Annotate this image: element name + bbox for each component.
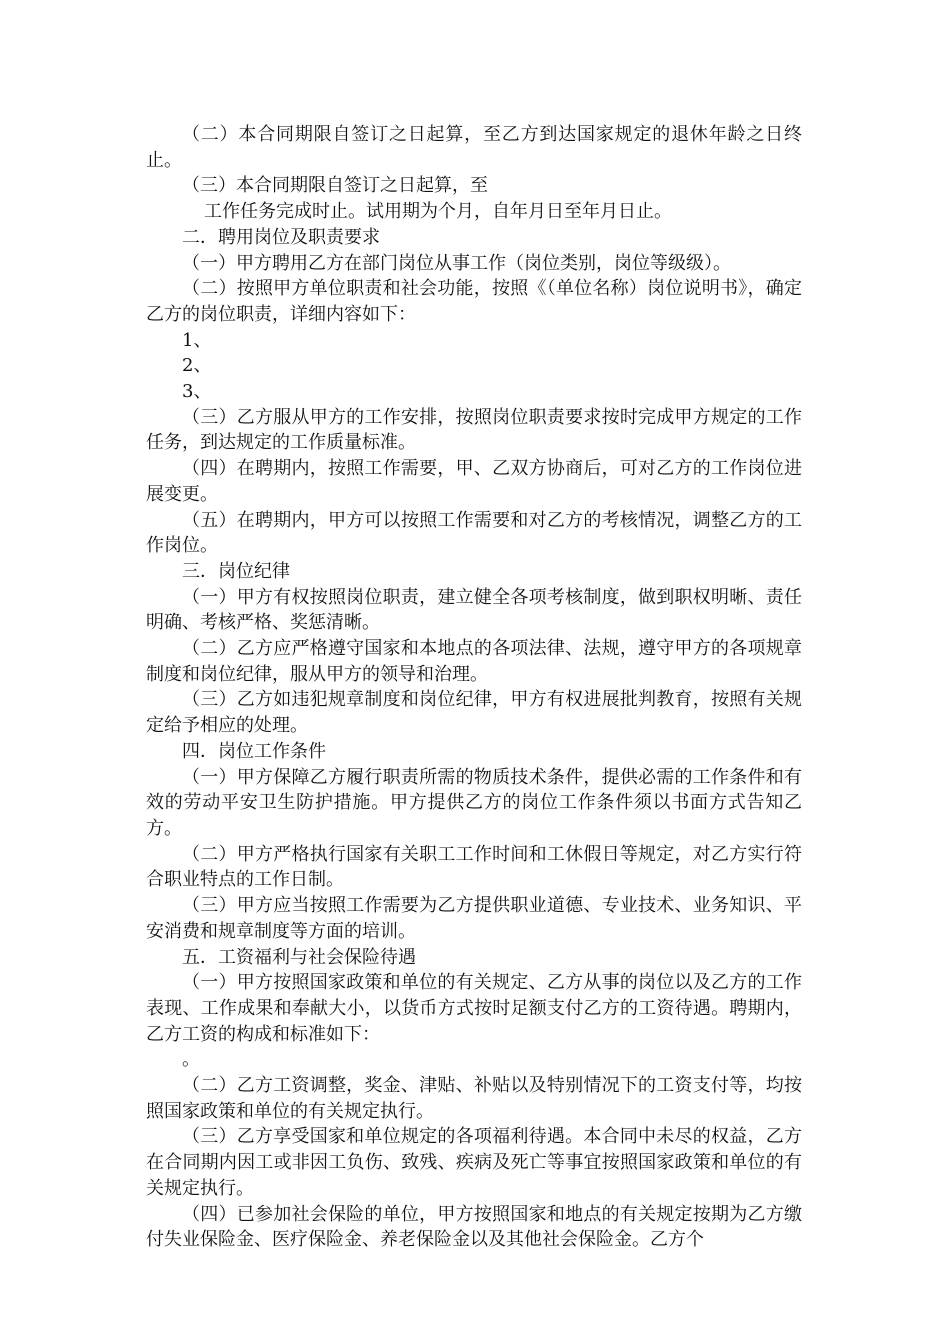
section-heading-5: 五．工资福利与社会保险待遇 [182, 946, 416, 968]
paragraph-3-2: （二）乙方应严格遵守国家和本地点的各项法律、法规，遵守甲方的各项规章制度和岗位纪律，服从甲方的领导和治理。 [146, 638, 802, 685]
section-heading-4: 四．岗位工作条件 [182, 740, 326, 762]
paragraph-4-2: （二）甲方严格执行国家有关职工工作时间和工休假日等规定，对乙方实行符合职业特点的工作日制。 [146, 843, 802, 891]
paragraph-term-3: （三）本合同期限自签订之日起算，至 [182, 175, 488, 197]
list-item-3: 3、 [182, 381, 212, 403]
paragraph-5-4: （四）已参加社会保险的单位，甲方按照国家和地点的有关规定按期为乙方缴付失业保险金、医疗保险金、养老保险金以及其他社会保险金。乙方个 [146, 1203, 802, 1251]
paragraph-2-4: （四）在聘期内，按照工作需要，甲、乙双方协商后，可对乙方的工作岗位进展变更。 [146, 458, 802, 505]
paragraph-3-3: （三）乙方如违犯规章制度和岗位纪律，甲方有权进展批判教育，按照有关规定给予相应的处理。 [146, 689, 802, 737]
paragraph-2-1: （一）甲方聘用乙方在部门岗位从事工作（岗位类别，岗位等级级）。 [182, 252, 731, 274]
paragraph-4-3: （三）甲方应当按照工作需要为乙方提供职业道德、专业技术、业务知识、平安消费和规章制度等方面的培训。 [146, 895, 802, 942]
list-item-1: 1、 [182, 329, 212, 351]
paragraph-3-1: （一）甲方有权按照岗位职责，建立健全各项考核制度，做到职权明晰、责任明确、考核严格、奖惩清晰。 [146, 586, 802, 634]
paragraph-5-3: （三）乙方享受国家和单位规定的各项福利待遇。本合同中未尽的权益，乙方在合同期内因工或非因工负伤、致残、疾病及死亡等事宜按照国家政策和单位的有关规定执行。 [146, 1126, 802, 1199]
paragraph-2-5: （五）在聘期内，甲方可以按照工作需要和对乙方的考核情况，调整乙方的工作岗位。 [146, 509, 802, 557]
paragraph-5-2: （二）乙方工资调整，奖金、津贴、补贴以及特别情况下的工资支付等，均按照国家政策和单位的有关规定执行。 [146, 1075, 802, 1122]
paragraph-term-2: （二）本合同期限自签订之日起算，至乙方到达国家规定的退休年龄之日终止。 [146, 124, 802, 171]
paragraph-2-3: （三）乙方服从甲方的工作安排，按照岗位职责要求按时完成甲方规定的工作任务，到达规定的工作质量标准。 [146, 406, 802, 454]
paragraph-term-3-continued: 工作任务完成时止。试用期为个月，自年月日至年月日止。 [204, 201, 672, 223]
paragraph-4-1: （一）甲方保障乙方履行职责所需的物质技术条件，提供必需的工作条件和有效的劳动平安卫生防护措施。甲方提供乙方的岗位工作条件须以书面方式告知乙方。 [146, 766, 802, 839]
document-body [146, 122, 802, 1253]
paragraph-5-1: （一）甲方按照国家政策和单位的有关规定、乙方从事的岗位以及乙方的工作表现、工作成果和奉献大小，以货币方式按时足额支付乙方的工资待遇。聘期内，乙方工资的构成和标准如下： [146, 972, 802, 1045]
section-heading-3: 三．岗位纪律 [182, 560, 290, 582]
paragraph-2-2: （二）按照甲方单位职责和社会功能，按照《（单位名称）岗位说明书》，确定乙方的岗位职责，详细内容如下： [146, 278, 802, 325]
section-heading-2: 二．聘用岗位及职责要求 [182, 226, 380, 248]
list-item-2: 2、 [182, 355, 212, 377]
paragraph-5-1-blank: 。 [182, 1049, 200, 1071]
